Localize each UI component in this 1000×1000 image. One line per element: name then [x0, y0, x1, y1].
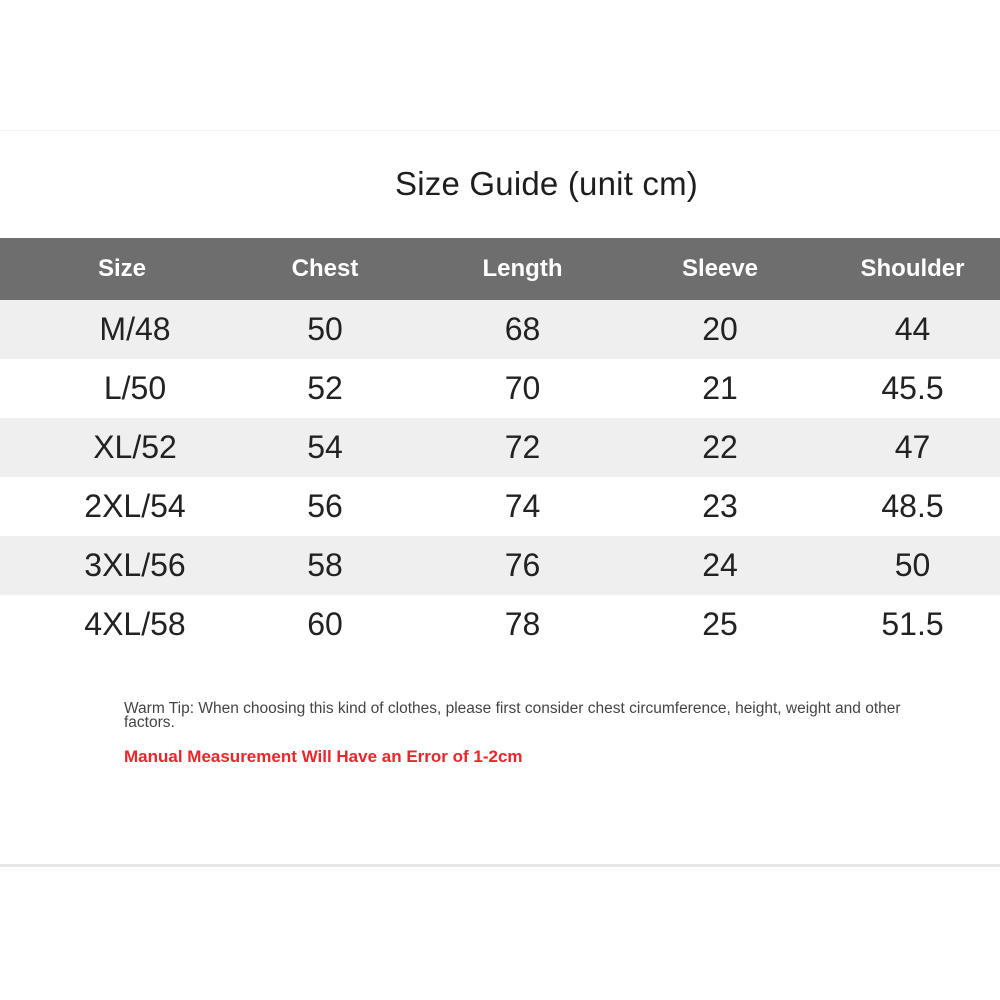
- cell-chest: 60: [307, 606, 343, 642]
- bottom-divider: [0, 864, 1000, 867]
- table-row: [0, 477, 1000, 536]
- cell-length: 68: [504, 311, 541, 347]
- cell-shoulder: 51.5: [881, 606, 944, 642]
- cell-sleeve: 23: [702, 488, 738, 524]
- cell-chest: 54: [307, 429, 343, 465]
- warm-tip-text: Warm Tip: When choosing this kind of clothes, please first consider chest circumference, height, weight and other factors.: [124, 700, 901, 731]
- table-header: [0, 238, 1000, 300]
- cell-chest: 52: [307, 370, 343, 406]
- cell-length: 76: [504, 547, 541, 583]
- cell-size: 3XL/56: [84, 547, 186, 583]
- cell-length: 72: [504, 429, 541, 465]
- cell-size: M/48: [99, 311, 171, 347]
- cell-shoulder: 44: [894, 311, 931, 347]
- cell-shoulder: 50: [894, 547, 931, 583]
- cell-size: 2XL/54: [84, 488, 186, 524]
- table-row: [0, 300, 1000, 359]
- cell-chest: 56: [307, 488, 343, 524]
- top-divider: [0, 130, 1000, 131]
- cell-size: 4XL/58: [84, 606, 186, 642]
- cell-sleeve: 22: [702, 429, 738, 465]
- cell-length: 78: [504, 606, 541, 642]
- header-shoulder: Shoulder: [860, 255, 965, 282]
- header-chest: Chest: [291, 255, 359, 282]
- cell-shoulder: 47: [894, 429, 931, 465]
- header-size: Size: [98, 255, 147, 282]
- cell-chest: 50: [307, 311, 343, 347]
- cell-length: 70: [504, 370, 541, 406]
- cell-sleeve: 24: [702, 547, 738, 583]
- table-row: [0, 418, 1000, 477]
- cell-sleeve: 25: [702, 606, 738, 642]
- cell-size: L/50: [103, 370, 167, 406]
- cell-shoulder: 48.5: [881, 488, 944, 524]
- cell-size: XL/52: [93, 429, 177, 465]
- size-table: [0, 238, 1000, 654]
- table-row: [0, 536, 1000, 595]
- header-length: Length: [482, 255, 563, 282]
- cell-shoulder: 45.5: [881, 370, 944, 406]
- header-sleeve: Sleeve: [681, 255, 759, 282]
- page-title: Size Guide (unit cm): [395, 165, 698, 202]
- table-row: [0, 359, 1000, 418]
- cell-chest: 58: [307, 547, 343, 583]
- measurement-warning: Manual Measurement Will Have an Error of 1-2cm: [124, 747, 523, 766]
- cell-sleeve: 20: [702, 311, 738, 347]
- table-row: [0, 595, 1000, 654]
- cell-sleeve: 21: [702, 370, 738, 406]
- cell-length: 74: [504, 488, 541, 524]
